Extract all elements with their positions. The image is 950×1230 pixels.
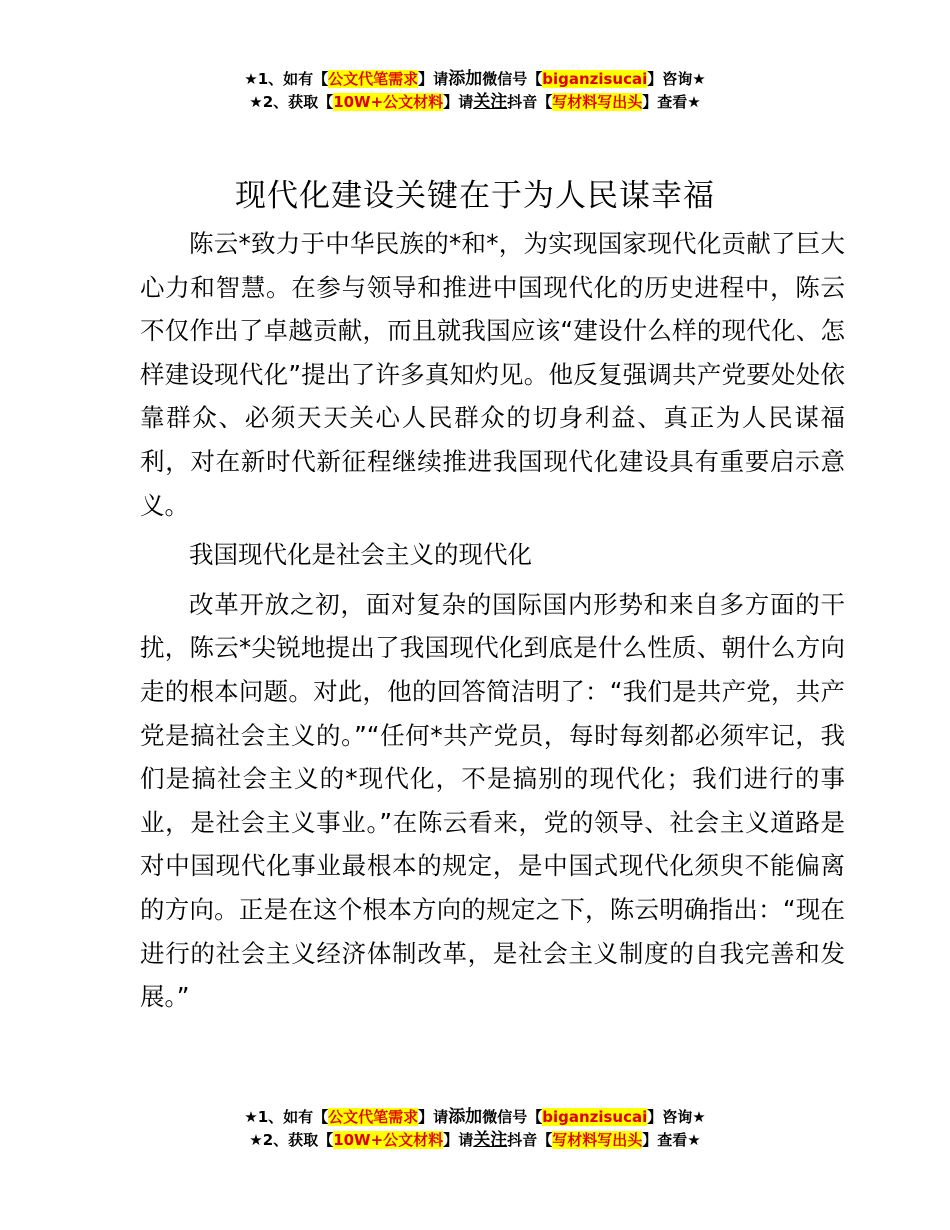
banner-line-2: [0, 1129, 950, 1152]
banner-text: 】请: [443, 1131, 474, 1149]
banner-text: 】查看★: [642, 1131, 701, 1149]
paragraph: 陈云*致力于中华民族的*和*，为实现国家现代化贡献了巨大心力和智慧。在参与领导和推进中国现代化的历史进程中，陈云不仅作出了卓越贡献，而且就我国应该“建设什么样的现代化、怎样建设现代化”提出了许多真知灼见。他反复强调共产党要处处依靠群众、必须天天关心人民群众的切身利益、真正为人民谋福利，对在新时代新征程继续推进我国现代化建设具有重要启示意义。: [140, 229, 845, 520]
document-title: 现代化建设关键在于为人民谋幸福: [235, 178, 715, 214]
banner-text: 】请: [443, 93, 474, 111]
highlight-ghostwriting: 公文代笔需求: [328, 70, 419, 88]
highlight-wechat-id: biganzisucai: [542, 1108, 648, 1126]
banner-text: ★1、如有【: [244, 70, 329, 88]
banner-text: 】请: [418, 70, 449, 88]
banner-line-1: [0, 1106, 950, 1129]
banner-text: 添加: [448, 69, 483, 89]
banner-text: 添加: [448, 1107, 483, 1127]
document-body: [140, 222, 845, 1019]
banner-text: 关注: [473, 1130, 508, 1150]
banner-line-2: [0, 91, 950, 114]
highlight-materials: 10W+公文材料: [333, 1131, 444, 1149]
banner-text: 微信号【: [482, 1108, 543, 1126]
banner-text: ★2、获取【: [249, 1131, 334, 1149]
banner-text: 抖音【: [507, 93, 553, 111]
highlight-materials: 10W+公文材料: [333, 93, 444, 111]
banner-text: 抖音【: [507, 1131, 553, 1149]
header-banner: [0, 68, 950, 114]
banner-text: ★1、如有【: [244, 1108, 329, 1126]
banner-text: 】咨询★: [647, 1108, 706, 1126]
banner-text: ★2、获取【: [249, 93, 334, 111]
banner-text: 】咨询★: [647, 70, 706, 88]
banner-line-1: [0, 68, 950, 91]
highlight-douyin: 写材料写出头: [552, 93, 643, 111]
banner-text: 】查看★: [642, 93, 701, 111]
section-heading: 我国现代化是社会主义的现代化: [189, 540, 532, 570]
highlight-wechat-id: biganzisucai: [542, 70, 648, 88]
highlight-douyin: 写材料写出头: [552, 1131, 643, 1149]
banner-text: 】请: [418, 1108, 449, 1126]
paragraph: 改革开放之初，面对复杂的国际国内形势和来自多方面的干扰，陈云*尖锐地提出了我国现代化到底是什么性质、朝什么方向走的根本问题。对此，他的回答简洁明了：“我们是共产党，共产党是搞社会主义的。”“任何*共产党员，每时每刻都必须牢记，我们是搞社会主义的*现代化，不是搞别的现代化；我们进行的事业，是社会主义事业。”在陈云看来，党的领导、社会主义道路是对中国现代化事业最根本的规定，是中国式现代化须臾不能偏离的方向。正是在这个根本方向的规定之下，陈云明确指出：“现在进行的社会主义经济体制改革，是社会主义制度的自我完善和发展。”: [140, 589, 845, 1012]
banner-text: 微信号【: [482, 70, 543, 88]
banner-text: 关注: [473, 92, 508, 112]
footer-banner: [0, 1106, 950, 1152]
highlight-ghostwriting: 公文代笔需求: [328, 1108, 419, 1126]
